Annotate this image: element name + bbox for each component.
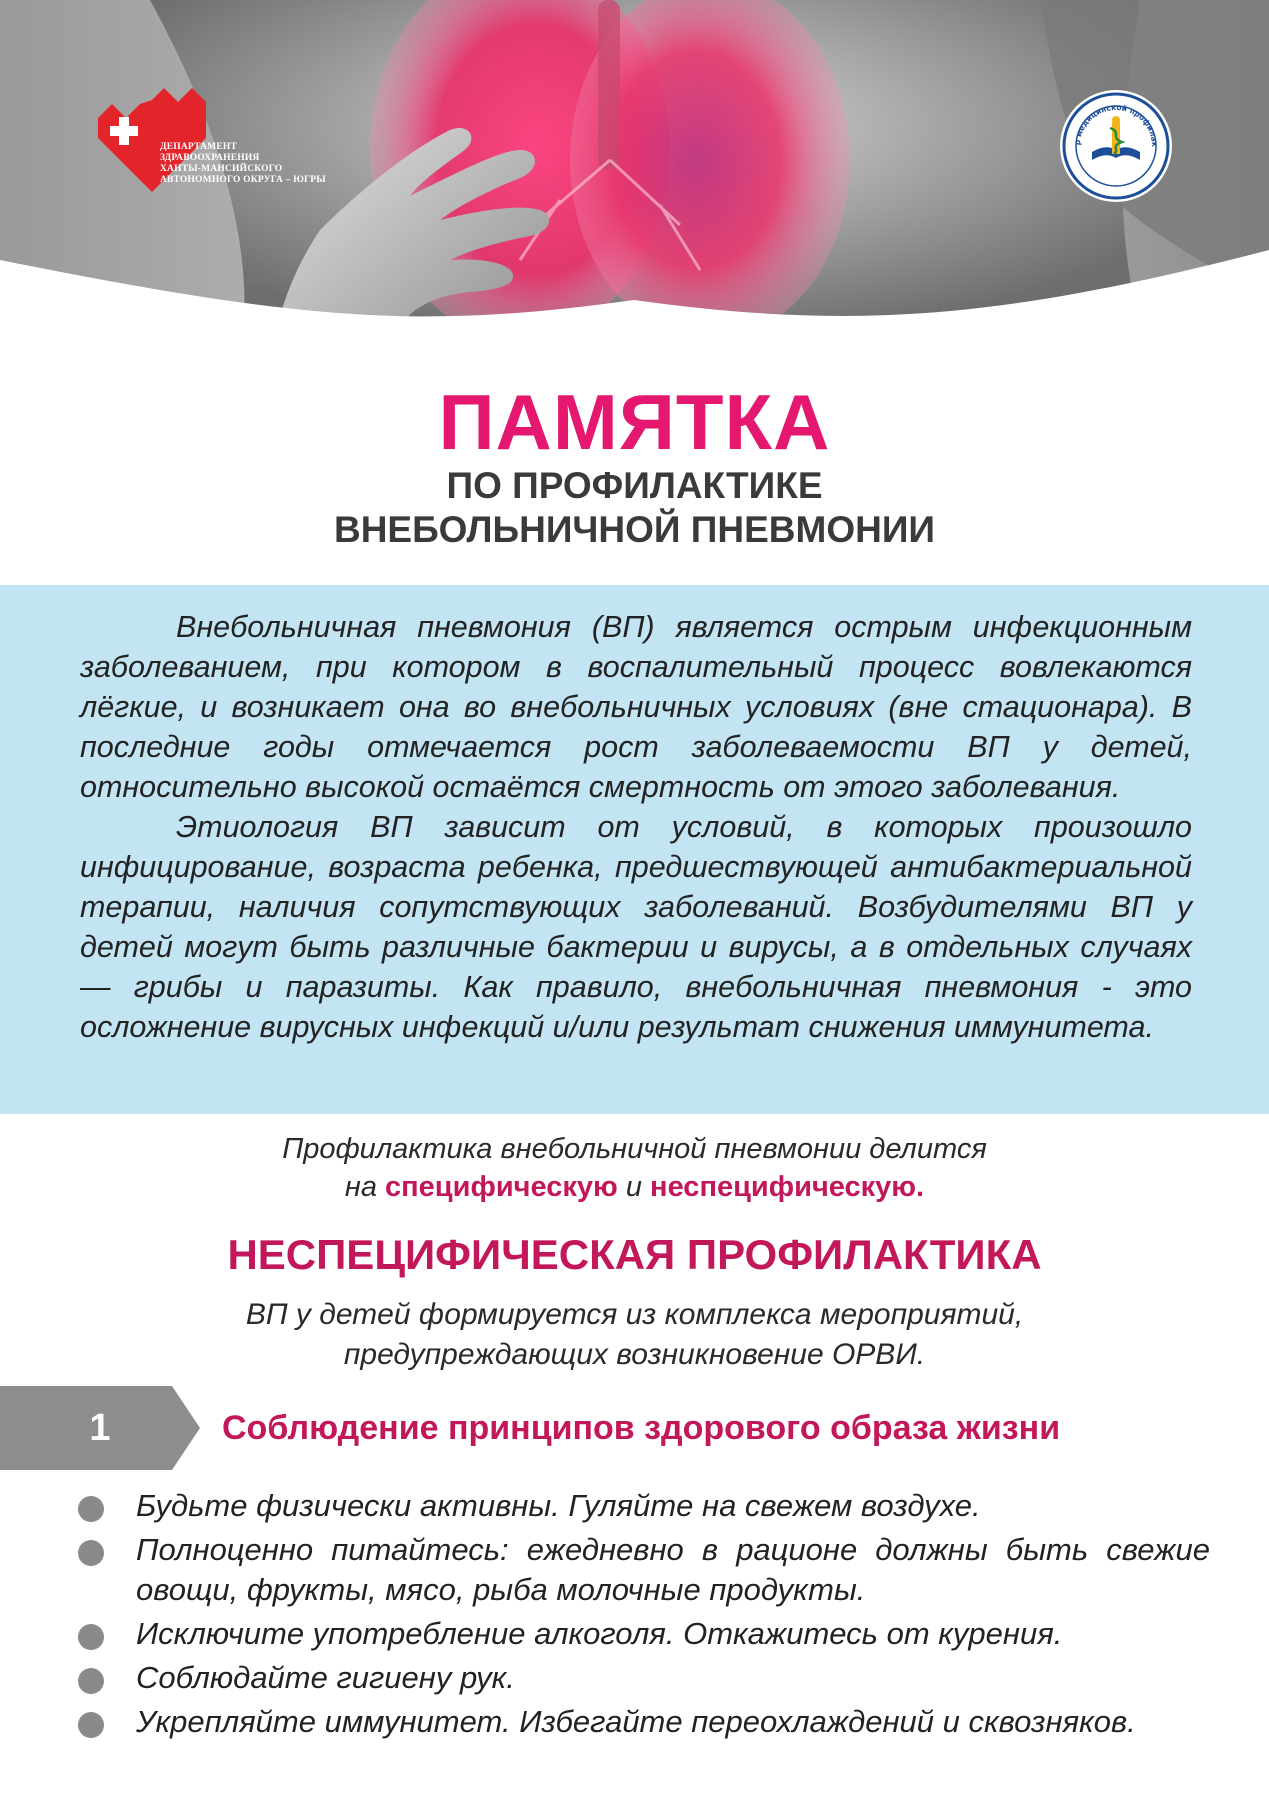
specific-prevention-label: специфическую (385, 1171, 618, 1203)
intro-paragraph-2: Этиология ВП зависит от условий, в которых произошло инфицирование, возраста ребенка, предшествующей антибактериальной терапии, наличия сопутствующих заболеваний. Возбудителями ВП у детей могут быть различные бактерии и вирусы, а в отдельных случаях — грибы и паразиты. Как правило, внебольничная пневмония - это осложнение вирусных инфекций и/или результат снижения иммунитета. (80, 810, 1192, 1044)
department-logo-line: ХАНТЫ-МАНСИЙСКОГО (160, 164, 283, 174)
list-item: Соблюдайте гигиену рук. (78, 1658, 1210, 1698)
section-subtitle (0, 1295, 1269, 1375)
intro-text (80, 607, 1192, 1047)
department-logo-text (160, 142, 360, 186)
band-number: 1 (89, 1407, 111, 1449)
section-subtitle-line-2: предупреждающих возникновение ОРВИ. (343, 1338, 926, 1371)
list-item: Исключите употребление алкоголя. Откажитесь от курения. (78, 1614, 1210, 1654)
list-item: Полноценно питайтесь: ежедневно в рационе должны быть свежие овощи, фрукты, мясо, рыба молочные продукты. (78, 1530, 1210, 1610)
recommendations-list (78, 1486, 1210, 1746)
department-logo-line: ЗДРАВООХРАНЕНИЯ (160, 153, 260, 163)
center-logo-label: р медицинской профилак (1072, 102, 1160, 148)
section-title: НЕСПЕЦИФИЧЕСКАЯ ПРОФИЛАКТИКА (227, 1231, 1042, 1278)
nonspecific-prevention-label: неспецифическую. (650, 1171, 925, 1203)
prevention-prefix: на (344, 1171, 377, 1203)
section-subtitle-line-1: ВП у детей формируется из комплекса мероприятий, (245, 1298, 1024, 1331)
list-item: Будьте физически активны. Гуляйте на свежем воздухе. (78, 1486, 1210, 1526)
medical-prevention-center-logo (1058, 88, 1174, 204)
prevention-types-line-1: Профилактика внебольничной пневмонии делится (282, 1133, 987, 1165)
prevention-types-note (0, 1130, 1269, 1206)
list-item: Укрепляйте иммунитет. Избегайте переохлаждений и сквозняков. (78, 1702, 1210, 1742)
page-subtitle-line-2: ВНЕБОЛЬНИЧНОЙ ПНЕВМОНИИ (333, 509, 936, 550)
page-title: ПАМЯТКА (438, 378, 831, 466)
medical-emblem-icon (1058, 88, 1174, 204)
intro-panel (0, 585, 1269, 1114)
department-logo-line: ДЕПАРТАМЕНТ (160, 142, 237, 152)
prevention-types-line-2 (0, 1168, 1269, 1206)
page-subtitle-line-1: ПО ПРОФИЛАКТИКЕ (446, 465, 823, 506)
prevention-and: и (625, 1171, 642, 1203)
department-logo-line: АВТОНОМНОГО ОКРУГА – ЮГРЫ (160, 175, 326, 185)
title-block (0, 380, 1269, 552)
band-title: Соблюдение принципов здорового образа жизни (222, 1409, 1061, 1447)
intro-paragraph-1: Внебольничная пневмония (ВП) является острым инфекционным заболеванием, при котором в воспалительный процесс вовлекаются лёгкие, и возникает она во внебольничных условиях (вне стационара). В последние годы отмечается рост заболеваемости ВП у детей, относительно высокой остаётся смертность от этого заболевания. (80, 610, 1192, 804)
